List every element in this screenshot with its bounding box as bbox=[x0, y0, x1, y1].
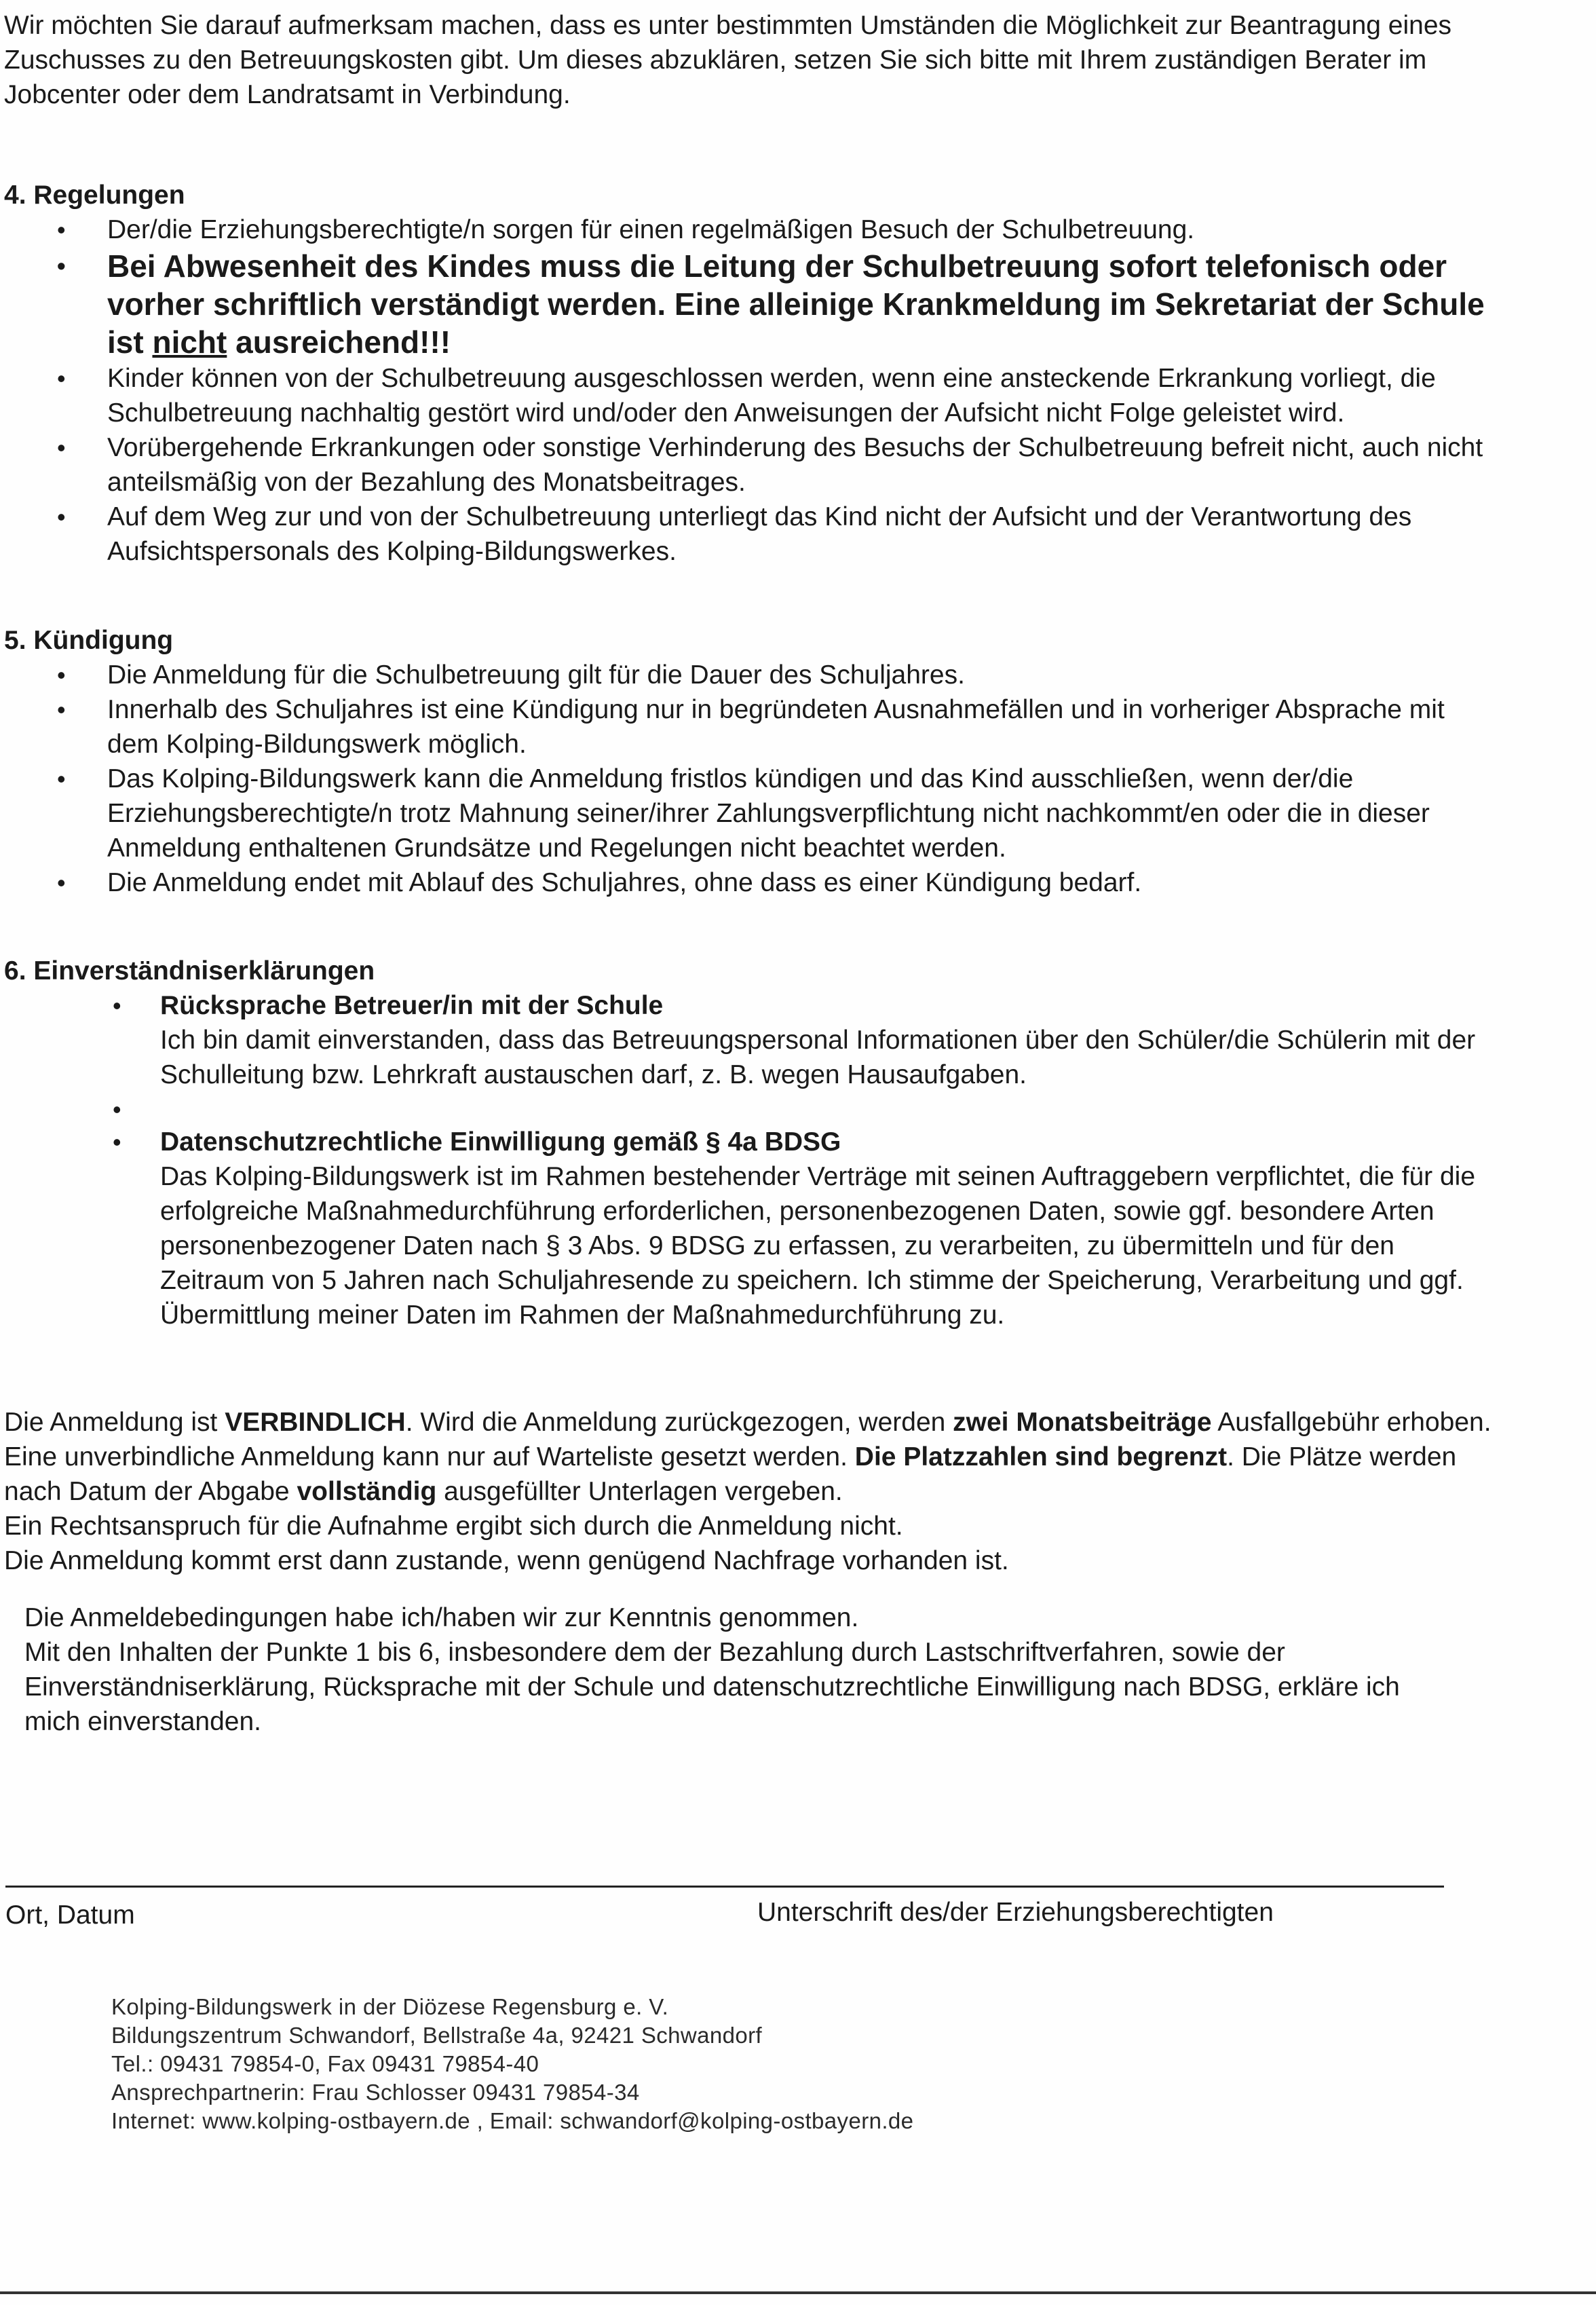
section-regelungen bbox=[4, 178, 1497, 569]
binding-bold: VERBINDLICH bbox=[225, 1408, 406, 1437]
section-einverstaendnis bbox=[4, 954, 1497, 1332]
emphasis-text-end: ausreichend!!! bbox=[227, 324, 451, 360]
bullet-list bbox=[4, 212, 1497, 569]
binding-text: . Die Plätze werden nach Datum der Abgabe bbox=[4, 1442, 1457, 1506]
section-heading: 5. Kündigung bbox=[4, 626, 174, 655]
list-item: • Die Anmeldung für die Schulbetreuung gilt für die Dauer des Schuljahres. bbox=[4, 658, 1497, 692]
binding-bold: vollständig bbox=[297, 1477, 437, 1506]
binding-text: . Wird die Anmeldung zurückgezogen, werden bbox=[405, 1408, 953, 1437]
binding-bold: Die Platzzahlen sind begrenzt bbox=[854, 1442, 1228, 1472]
intro-text: Wir möchten Sie darauf aufmerksam machen, dass es unter bestimmten Umständen die Möglichkeit zur Beantragung eines Zuschusses zu den Betreuungskosten gibt. Um dieses abzuklären, setzen Sie sich bitte mit Ihrem zuständigen Berater im Jobcenter oder dem Landratsamt in Verbindung. bbox=[4, 11, 1452, 109]
binding-bold: zwei Monatsbeiträge bbox=[953, 1408, 1212, 1437]
acceptance-line: Mit den Inhalten der Punkte 1 bis 6, insbesondere dem der Bezahlung durch Lastschriftverfahren, sowie der Einverständniserklärung, Rücksprache mit der Schule und datenschutzrechtliche Einwilligung nach BDSG, erkläre ich mich einverstanden. bbox=[24, 1638, 1400, 1736]
list-item: • Der/die Erziehungsberechtigte/n sorgen für einen regelmäßigen Besuch der Schulbetreuung. bbox=[4, 212, 1497, 247]
footer-line: Ansprechpartnerin: Frau Schlosser 09431 79854-34 bbox=[111, 2080, 640, 2105]
footer-line: Tel.: 09431 79854-0, Fax 09431 79854-40 bbox=[111, 2051, 539, 2076]
emphasis-text: Bei Abwesenheit des Kindes muss die Leitung der Schulbetreuung sofort telefonisch oder vorher schriftlich verständigt werden. Eine alleinige Krankmeldung im Sekretariat der Schule ist bbox=[107, 248, 1485, 360]
acceptance-statement bbox=[24, 1600, 1449, 1739]
footer-line: Internet: www.kolping-ostbayern.de , Email: schwandorf@kolping-ostbayern.de bbox=[111, 2108, 914, 2133]
footer-line: Bildungszentrum Schwandorf, Bellstraße 4a, 92421 Schwandorf bbox=[111, 2023, 763, 2048]
bullet-list bbox=[4, 988, 1497, 1332]
bullet-list bbox=[4, 658, 1497, 900]
section-heading: 6. Einverständniserklärungen bbox=[4, 956, 375, 986]
binding-line: Ein Rechtsanspruch für die Aufnahme ergibt sich durch die Anmeldung nicht. bbox=[4, 1512, 903, 1541]
spacer bbox=[4, 1092, 1497, 1125]
consent-title: • Datenschutzrechtliche Einwilligung gemäß § 4a BDSG bbox=[160, 1127, 841, 1157]
list-item-consent bbox=[4, 988, 1497, 1092]
list-item: • Innerhalb des Schuljahres ist eine Kündigung nur in begründeten Ausnahmefällen und in vorheriger Absprache mit dem Kolping-Bildungswerk möglich. bbox=[4, 692, 1497, 762]
binding-text: Ausfallgebühr erhoben. Eine unverbindliche Anmeldung kann nur auf Warteliste gesetzt werden. bbox=[4, 1408, 1492, 1472]
consent-text: Ich bin damit einverstanden, dass das Betreuungspersonal Informationen über den Schüler/die Schülerin mit der Schulleitung bzw. Lehrkraft austauschen darf, z. B. wegen Hausaufgaben. bbox=[160, 1026, 1476, 1089]
page-bottom-rule bbox=[0, 2291, 1596, 2294]
list-item: • Vorübergehende Erkrankungen oder sonstige Verhinderung des Besuchs der Schulbetreuung befreit nicht, auch nicht anteilsmäßig von der Bezahlung des Monatsbeitrages. bbox=[4, 430, 1497, 500]
list-item-emphasis bbox=[4, 247, 1497, 361]
consent-title: • Rücksprache Betreuer/in mit der Schule bbox=[160, 991, 664, 1020]
section-heading: 4. Regelungen bbox=[4, 181, 185, 210]
binding-notice bbox=[4, 1405, 1510, 1578]
binding-paragraph bbox=[4, 1405, 1510, 1509]
list-item: • Kinder können von der Schulbetreuung ausgeschlossen werden, wenn eine ansteckende Erkrankung vorliegt, die Schulbetreuung nachhaltig gestört wird und/oder den Anweisungen der Aufsicht nicht Folge geleistet wird. bbox=[4, 361, 1497, 430]
footer-line: Kolping-Bildungswerk in der Diözese Regensburg e. V. bbox=[111, 1994, 669, 2019]
binding-text: ausgefüllter Unterlagen vergeben. bbox=[436, 1477, 843, 1506]
underlined-word: nicht bbox=[152, 324, 227, 360]
footer-contact bbox=[111, 1993, 913, 2135]
binding-text: Die Anmeldung ist bbox=[4, 1408, 225, 1437]
list-item: • Auf dem Weg zur und von der Schulbetreuung unterliegt das Kind nicht der Aufsicht und der Verantwortung des Aufsichtspersonals des Kolping-Bildungswerkes. bbox=[4, 500, 1497, 569]
consent-text: Das Kolping-Bildungswerk ist im Rahmen bestehender Verträge mit seinen Auftraggebern verpflichtet, die für die erfolgreiche Maßnahmedurchführung erforderlichen, personenbezogenen Daten, sowie ggf. besondere Arten personenbezogener Daten nach § 3 Abs. 9 BDSG zu erfassen, zu verarbeiten, zu übermitteln und für den Zeitraum von 5 Jahren nach Schuljahresende zu speichern. Ich stimme der Speicherung, Verarbeitung und ggf. Übermittlung meiner Daten im Rahmen der Maßnahmedurchführung zu. bbox=[160, 1162, 1476, 1330]
signature-label: Unterschrift des/der Erziehungsberechtigten bbox=[757, 1898, 1274, 1927]
list-item-consent bbox=[4, 1125, 1497, 1332]
section-kuendigung bbox=[4, 623, 1497, 900]
intro-paragraph bbox=[4, 8, 1497, 112]
binding-line: Die Anmeldung kommt erst dann zustande, wenn genügend Nachfrage vorhanden ist. bbox=[4, 1546, 1009, 1575]
signature-line bbox=[5, 1886, 1444, 1888]
list-item: • Das Kolping-Bildungswerk kann die Anmeldung fristlos kündigen und das Kind ausschließen, wenn der/die Erziehungsberechtigte/n trotz Mahnung seiner/ihrer Zahlungsverpflichtung nicht nachkommt/en oder die in dieser Anmeldung enthaltenen Grundsätze und Regelungen nicht beachtet werden. bbox=[4, 762, 1497, 865]
place-date-label: Ort, Datum bbox=[5, 1900, 135, 1930]
acceptance-line: Die Anmeldebedingungen habe ich/haben wir zur Kenntnis genommen. bbox=[24, 1603, 859, 1632]
list-item: • Die Anmeldung endet mit Ablauf des Schuljahres, ohne dass es einer Kündigung bedarf. bbox=[4, 865, 1497, 900]
